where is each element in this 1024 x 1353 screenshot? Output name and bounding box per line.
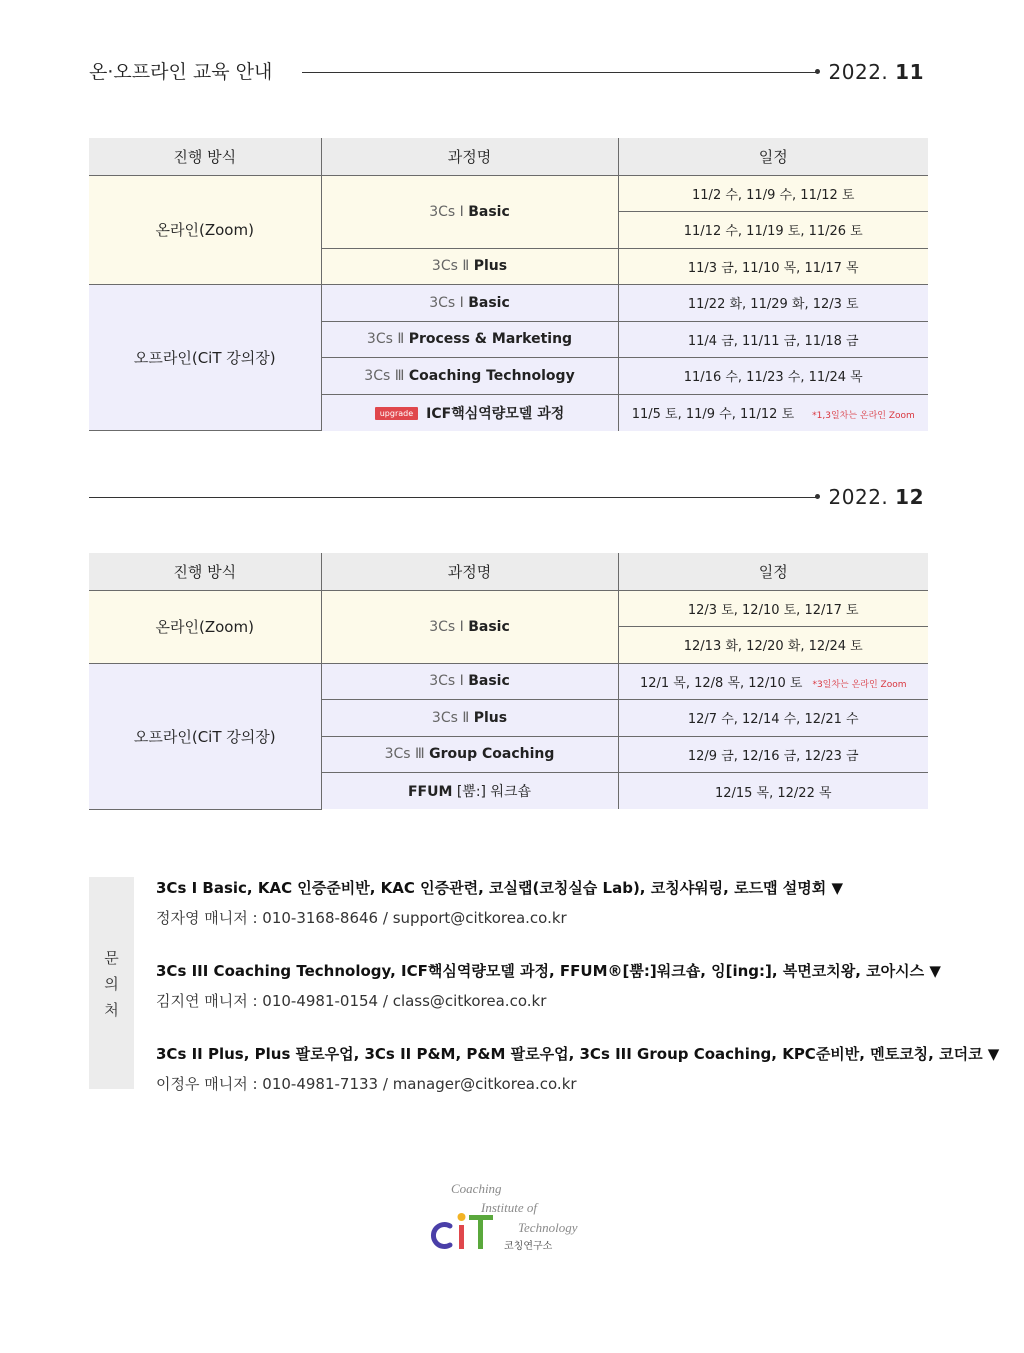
course-name: 3Cs Ⅱ Plus [321, 248, 618, 285]
table-header-row [89, 138, 928, 175]
month-label: 2022. 12 [828, 485, 924, 509]
course-name: FFUM [뿜:] 워크숍 [321, 773, 618, 810]
contact-label: 문 의 처 [89, 877, 134, 1089]
logo-i-dot [458, 1213, 466, 1221]
contact-heading: 3Cs III Coaching Technology, ICF핵심역량모델 과정, FFUM®[뿜:]워크숍, 잉[ing:], 복면코치왕, 코아시스 ▼ [156, 962, 941, 980]
schedule-cell: 12/3 토, 12/10 토, 12/17 토 [618, 590, 928, 627]
logo-i-stem [459, 1225, 464, 1249]
schedule-note: *3일차는 온라인 Zoom [812, 679, 907, 690]
logo-text-institute: Institute of [481, 1200, 537, 1215]
table-row [89, 175, 928, 212]
contact-entry [156, 1043, 999, 1094]
schedule-cell: 12/9 금, 12/16 금, 12/23 금 [618, 736, 928, 773]
dec-header [89, 482, 924, 512]
contact-section [89, 877, 1000, 1093]
col-header-mode: 진행 방식 [89, 553, 321, 590]
nov-header [89, 57, 924, 87]
contact-heading: 3Cs II Plus, Plus 팔로우업, 3Cs II P&M, P&M 팔로우업, 3Cs III Group Coaching, KPC준비반, 멘토코칭, 코더코 ▼ [156, 1045, 1000, 1063]
course-name: 3Cs Ⅰ Basic [321, 590, 618, 663]
col-header-mode: 진행 방식 [89, 138, 321, 175]
schedule-cell: 11/16 수, 11/23 수, 11/24 목 [618, 358, 928, 395]
col-header-course: 과정명 [321, 138, 618, 175]
course-name: 3Cs Ⅲ Group Coaching [321, 736, 618, 773]
contact-person: 정자영 매니저 : 010-3168-8646 / support@citkorea.co.kr [156, 909, 567, 927]
course-name: 3Cs Ⅱ Plus [321, 700, 618, 737]
cit-logo [426, 1177, 606, 1257]
logo-c [433, 1225, 450, 1247]
schedule-note: *1,3일차는 온라인 Zoom [812, 411, 915, 421]
col-header-course: 과정명 [321, 553, 618, 590]
course-name: 3Cs Ⅰ Basic [321, 285, 618, 322]
course-name: 3Cs Ⅰ Basic [321, 175, 618, 248]
schedule-cell: 11/22 화, 11/29 화, 12/3 토 [618, 285, 928, 322]
schedule-cell: 11/4 금, 11/11 금, 11/18 금 [618, 321, 928, 358]
table-row [89, 663, 928, 700]
mode-online: 온라인(Zoom) [89, 175, 321, 285]
course-name: 3Cs Ⅰ Basic [321, 663, 618, 700]
contact-heading: 3Cs I Basic, KAC 인증준비반, KAC 인증관련, 코실랩(코칭실습 Lab), 코칭샤워링, 로드맵 설명회 ▼ [156, 879, 844, 897]
contact-person: 이정우 매니저 : 010-4981-7133 / manager@citkorea.co.kr [156, 1075, 577, 1093]
divider-line [302, 72, 817, 73]
logo-t-stem [478, 1215, 483, 1249]
logo-text-korean: 코칭연구소 [504, 1241, 553, 1252]
divider-dot [815, 494, 820, 499]
page-title: 온·오프라인 교육 안내 [89, 61, 273, 83]
table-header-row [89, 553, 928, 590]
mode-offline: 오프라인(CiT 강의장) [89, 285, 321, 431]
upgrade-badge: upgrade [375, 407, 418, 420]
table-row [89, 285, 928, 322]
schedule-cell: 11/5 토, 11/9 수, 11/12 토 *1,3일차는 온라인 Zoom [618, 394, 928, 431]
contact-person: 김지연 매니저 : 010-4981-0154 / class@citkorea.co.kr [156, 992, 547, 1010]
course-name: upgrade ICF핵심역량모델 과정 [321, 394, 618, 431]
schedule-cell: 12/15 목, 12/22 목 [618, 773, 928, 810]
schedule-cell: 12/13 화, 12/20 화, 12/24 토 [618, 627, 928, 664]
course-name: 3Cs Ⅱ Process & Marketing [321, 321, 618, 358]
logo-text-technology: Technology [518, 1220, 578, 1235]
contact-entry [156, 960, 941, 1011]
col-header-schedule: 일정 [618, 553, 928, 590]
logo-text-coaching: Coaching [451, 1181, 502, 1196]
nov-schedule-table [89, 138, 928, 431]
contact-entry [156, 877, 843, 928]
schedule-cell: 12/1 목, 12/8 목, 12/10 토 *3일차는 온라인 Zoom [618, 663, 928, 700]
schedule-cell: 11/2 수, 11/9 수, 11/12 토 [618, 175, 928, 212]
course-name: 3Cs Ⅲ Coaching Technology [321, 358, 618, 395]
schedule-cell: 12/7 수, 12/14 수, 12/21 수 [618, 700, 928, 737]
logo-mark [426, 1177, 606, 1257]
month-label: 2022. 11 [828, 60, 924, 84]
divider-line [89, 497, 817, 498]
mode-offline: 오프라인(CiT 강의장) [89, 663, 321, 809]
col-header-schedule: 일정 [618, 138, 928, 175]
schedule-cell: 11/3 금, 11/10 목, 11/17 목 [618, 248, 928, 285]
table-row [89, 590, 928, 627]
divider-dot [815, 69, 820, 74]
schedule-cell: 11/12 수, 11/19 토, 11/26 토 [618, 212, 928, 249]
dec-schedule-table [89, 553, 928, 810]
mode-online: 온라인(Zoom) [89, 590, 321, 663]
